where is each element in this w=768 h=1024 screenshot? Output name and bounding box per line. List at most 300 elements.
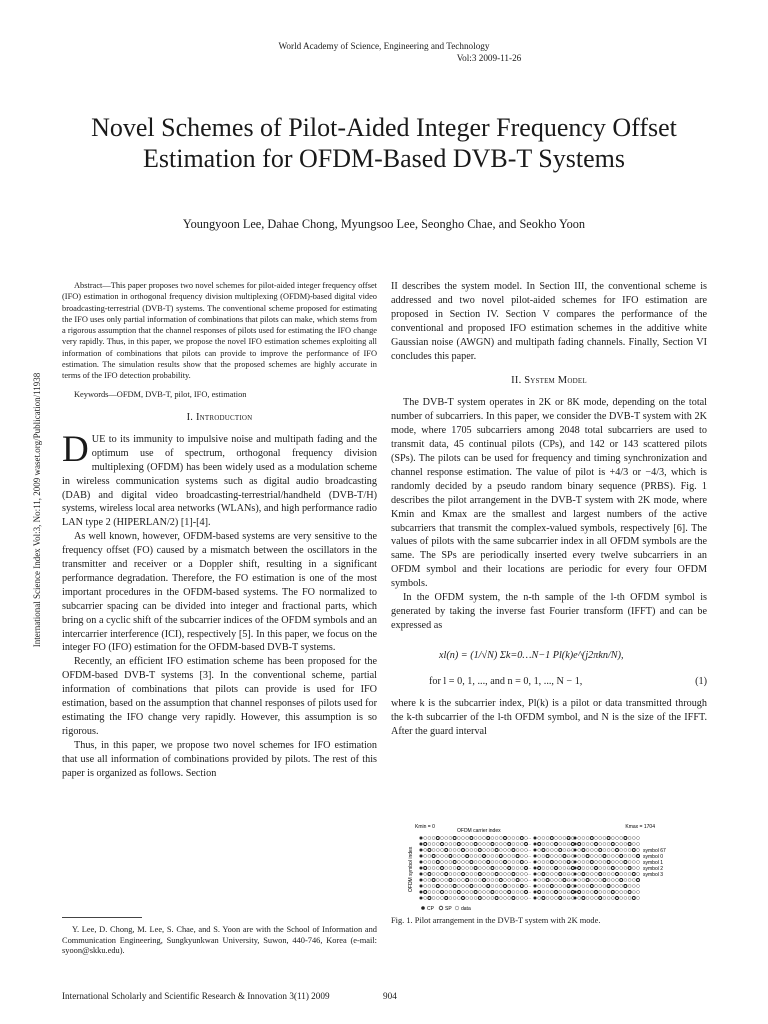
subcarrier-dot (495, 873, 498, 876)
subcarrier-dot (428, 873, 431, 876)
subcarrier-dot (445, 897, 448, 900)
subcarrier-dot (550, 861, 553, 864)
subcarrier-dot (449, 873, 452, 876)
ellipsis-marker: ··· (567, 883, 571, 889)
subcarrier-dot (595, 843, 598, 846)
ellipsis-marker: ··· (567, 853, 571, 859)
subcarrier-dot (632, 861, 635, 864)
subcarrier-dot (603, 861, 606, 864)
subcarrier-dot (483, 849, 486, 852)
subcarrier-dot (457, 861, 460, 864)
subcarrier-dot (499, 849, 502, 852)
subcarrier-dot (555, 837, 558, 840)
subcarrier-dot (420, 855, 423, 858)
subcarrier-dot (449, 897, 452, 900)
subcarrier-dot (508, 879, 511, 882)
subcarrier-dot (453, 897, 456, 900)
subcarrier-dot (432, 885, 435, 888)
subcarrier-dot (611, 885, 614, 888)
subcarrier-dot (432, 891, 435, 894)
subcarrier-dot (487, 885, 490, 888)
subcarrier-dot (441, 879, 444, 882)
subcarrier-dot (534, 897, 537, 900)
subcarrier-dot (453, 867, 456, 870)
subcarrier-dot (457, 891, 460, 894)
subcarrier-dot (563, 843, 566, 846)
subcarrier-dot (632, 855, 635, 858)
subcarrier-dot (445, 849, 448, 852)
subcarrier-dot (628, 867, 631, 870)
subcarrier-dot (453, 855, 456, 858)
subcarrier-dot (599, 855, 602, 858)
subcarrier-dot (441, 855, 444, 858)
left-column (62, 280, 377, 781)
subcarrier-dot (586, 867, 589, 870)
subcarrier-dot (504, 897, 507, 900)
right-column (391, 280, 707, 738)
subcarrier-dot (637, 879, 640, 882)
subcarrier-dot (546, 879, 549, 882)
subcarrier-dot (637, 843, 640, 846)
subcarrier-dot (546, 855, 549, 858)
ellipsis-marker: ··· (567, 835, 571, 841)
subcarrier-dot (512, 849, 515, 852)
subcarrier-dot (441, 843, 444, 846)
subcarrier-dot (487, 855, 490, 858)
subcarrier-dot (546, 873, 549, 876)
subcarrier-dot (542, 861, 545, 864)
subcarrier-dot (628, 885, 631, 888)
subcarrier-dot (483, 855, 486, 858)
subcarrier-dot (616, 897, 619, 900)
subcarrier-dot (637, 837, 640, 840)
subcarrier-dot (607, 885, 610, 888)
subcarrier-dot (462, 885, 465, 888)
subcarrier-dot (607, 855, 610, 858)
subcarrier-dot (582, 897, 585, 900)
subcarrier-dot (538, 873, 541, 876)
subcarrier-dot (520, 861, 523, 864)
subcarrier-dot (457, 837, 460, 840)
subcarrier-dot (462, 843, 465, 846)
subcarrier-dot (555, 879, 558, 882)
subcarrier-dot (520, 891, 523, 894)
section-heading-intro: I. Introduction (186, 411, 253, 423)
subcarrier-dot (534, 885, 537, 888)
subcarrier-dot (516, 885, 519, 888)
subcarrier-dot (457, 885, 460, 888)
subcarrier-dot (555, 873, 558, 876)
subcarrier-dot (491, 837, 494, 840)
subcarrier-dot (546, 849, 549, 852)
subcarrier-dot (457, 867, 460, 870)
subcarrier-dot (436, 843, 439, 846)
subcarrier-dot (559, 879, 562, 882)
subcarrier-dot (520, 837, 523, 840)
subcarrier-dot (499, 843, 502, 846)
subcarrier-dot (420, 891, 423, 894)
subcarrier-dot (512, 867, 515, 870)
ellipsis-marker: ··· (527, 871, 531, 877)
subcarrier-dot (487, 897, 490, 900)
subcarrier-dot (474, 891, 477, 894)
system-paragraph-2: In the OFDM system, the n-th sample of the l-th OFDM symbol is generated by taking the inverse fast Fourier transform (IFFT) and can be expressed as (391, 592, 707, 631)
subcarrier-dot (453, 849, 456, 852)
subcarrier-dot (504, 855, 507, 858)
intro-paragraph-2: As well known, however, OFDM-based systems are very sensitive to the frequency offset (FO) caused by a mismatch between the oscillators in the transmitter and receiver or a Doppler shift, resulting in a significant performance degradation. Therefore, the FO estimation is one of the most important procedures in the OFDM-based systems. The FO normalized to subcarrier spacing can be divided into integer and fractional parts, which bring on a cyclic shift of the subcarrier indices of the OFDM symbols and an intercarrier interference (ICI), respectively [5]. In this paper, we focus on the integer FO (IFO) estimation for the OFDM-based DVB-T systems. (62, 531, 377, 654)
pilot-arrangement-diagram (407, 820, 677, 912)
subcarrier-dot (508, 843, 511, 846)
subcarrier-dot (424, 843, 427, 846)
ellipsis-marker: ··· (527, 883, 531, 889)
subcarrier-dot (432, 855, 435, 858)
subcarrier-dot (599, 897, 602, 900)
subcarrier-dot (436, 867, 439, 870)
subcarrier-dot (466, 873, 469, 876)
subcarrier-dot (578, 879, 581, 882)
subcarrier-dot (478, 873, 481, 876)
subcarrier-dot (474, 849, 477, 852)
subcarrier-dot (453, 843, 456, 846)
subcarrier-dot (574, 891, 577, 894)
ellipsis-marker: ··· (527, 835, 531, 841)
subcarrier-dot (428, 897, 431, 900)
subcarrier-dot (603, 855, 606, 858)
subcarrier-dot (428, 867, 431, 870)
subcarrier-dot (637, 861, 640, 864)
subcarrier-dot (611, 861, 614, 864)
subcarrier-dot (542, 849, 545, 852)
subcarrier-dot (538, 837, 541, 840)
subcarrier-dot (520, 867, 523, 870)
subcarrier-dot (550, 879, 553, 882)
subcarrier-dot (590, 837, 593, 840)
subcarrier-dot (595, 897, 598, 900)
subcarrier-dot (436, 879, 439, 882)
subcarrier-dot (491, 891, 494, 894)
subcarrier-dot (436, 837, 439, 840)
subcarrier-dot (462, 879, 465, 882)
subcarrier-dot (478, 855, 481, 858)
subcarrier-dot (624, 849, 627, 852)
subcarrier-dot (512, 855, 515, 858)
subcarrier-dot (624, 843, 627, 846)
section-heading-system: II. System Model (511, 375, 587, 387)
subcarrier-dot (542, 891, 545, 894)
subcarrier-dot (563, 837, 566, 840)
subcarrier-dot (453, 879, 456, 882)
subcarrier-dot (499, 885, 502, 888)
subcarrier-dot (504, 879, 507, 882)
subcarrier-dot (512, 873, 515, 876)
subcarrier-dot (445, 843, 448, 846)
abstract: Abstract—This paper proposes two novel schemes for pilot-aided integer frequency offset (IFO) estimation in orthogonal frequency division multiplexing (OFDM)-based digital video broadcasting-terrestrial (DVB-T) systems. The conventional scheme proposed for estimating the IFO uses only partial information of combinations that pilots can make, which stems from a rigorous assumption that the channel responses of pilots used for estimating the IFO change very rapidly. Thus, in this paper, we propose the novel IFO estimation schemes exploiting all information of combinations that pilots can provide to improve the performance of IFO estimation. The simulation results show that the proposed schemes are highly accurate in terms of the IFO detection probability. (62, 281, 377, 381)
subcarrier-dot (466, 861, 469, 864)
subcarrier-dot (424, 849, 427, 852)
subcarrier-dot (607, 897, 610, 900)
subcarrier-dot (508, 849, 511, 852)
subcarrier-dot (607, 891, 610, 894)
subcarrier-grid (420, 836, 640, 901)
symbol-label-1: symbol 1 (643, 860, 664, 866)
subcarrier-dot (504, 843, 507, 846)
subcarrier-dot (546, 891, 549, 894)
subcarrier-dot (603, 873, 606, 876)
subcarrier-dot (563, 855, 566, 858)
subcarrier-dot (559, 885, 562, 888)
footnote-rule (62, 917, 142, 918)
subcarrier-dot (563, 873, 566, 876)
subcarrier-dot (478, 849, 481, 852)
subcarrier-dot (624, 837, 627, 840)
subcarrier-dot (474, 879, 477, 882)
legend-cp: CP (427, 906, 434, 912)
subcarrier-dot (611, 897, 614, 900)
subcarrier-dot (611, 867, 614, 870)
subcarrier-dot (550, 867, 553, 870)
drop-cap: D (62, 428, 89, 470)
subcarrier-dot (428, 861, 431, 864)
subcarrier-dot (462, 897, 465, 900)
subcarrier-dot (559, 873, 562, 876)
subcarrier-dot (466, 843, 469, 846)
subcarrier-dot (624, 873, 627, 876)
subcarrier-dot (445, 855, 448, 858)
subcarrier-dot (478, 885, 481, 888)
subcarrier-dot (491, 861, 494, 864)
legend-cp-marker (421, 906, 425, 910)
equation-condition: for l = 0, 1, ..., and n = 0, 1, ..., N − 1, (429, 675, 583, 687)
subcarrier-dot (462, 837, 465, 840)
subcarrier-dot (432, 843, 435, 846)
subcarrier-dot (441, 849, 444, 852)
subcarrier-dot (628, 843, 631, 846)
subcarrier-dot (508, 897, 511, 900)
subcarrier-dot (516, 849, 519, 852)
subcarrier-dot (632, 885, 635, 888)
subcarrier-dot (457, 855, 460, 858)
subcarrier-dot (516, 891, 519, 894)
subcarrier-dot (534, 873, 537, 876)
subcarrier-dot (420, 873, 423, 876)
subcarrier-dot (563, 879, 566, 882)
subcarrier-dot (586, 891, 589, 894)
subcarrier-dot (590, 897, 593, 900)
symbol-label-0: symbol 0 (643, 854, 664, 860)
subcarrier-dot (516, 879, 519, 882)
subcarrier-dot (420, 897, 423, 900)
subcarrier-dot (578, 891, 581, 894)
subcarrier-dot (483, 885, 486, 888)
subcarrier-dot (624, 861, 627, 864)
subcarrier-dot (574, 873, 577, 876)
subcarrier-dot (620, 879, 623, 882)
subcarrier-dot (616, 867, 619, 870)
subcarrier-dot (420, 861, 423, 864)
subcarrier-dot (428, 837, 431, 840)
subcarrier-dot (607, 873, 610, 876)
subcarrier-dot (487, 837, 490, 840)
side-index (30, 360, 44, 660)
subcarrier-dot (491, 867, 494, 870)
subcarrier-dot (555, 897, 558, 900)
subcarrier-dot (595, 861, 598, 864)
subcarrier-dot (483, 891, 486, 894)
subcarrier-dot (508, 885, 511, 888)
subcarrier-dot (555, 885, 558, 888)
subcarrier-dot (620, 849, 623, 852)
subcarrier-dot (449, 837, 452, 840)
subcarrier-dot (603, 879, 606, 882)
subcarrier-dot (637, 849, 640, 852)
subcarrier-dot (504, 873, 507, 876)
subcarrier-dot (520, 855, 523, 858)
subcarrier-dot (578, 861, 581, 864)
subcarrier-dot (620, 843, 623, 846)
subcarrier-dot (595, 867, 598, 870)
subcarrier-dot (495, 849, 498, 852)
subcarrier-dot (616, 885, 619, 888)
subcarrier-dot (466, 849, 469, 852)
subcarrier-dot (516, 837, 519, 840)
subcarrier-dot (504, 885, 507, 888)
subcarrier-dot (491, 897, 494, 900)
subcarrier-dot (563, 849, 566, 852)
subcarrier-dot (428, 879, 431, 882)
subcarrier-dot (578, 897, 581, 900)
subcarrier-dot (445, 837, 448, 840)
subcarrier-dot (538, 855, 541, 858)
subcarrier-dot (620, 861, 623, 864)
subcarrier-dot (586, 861, 589, 864)
subcarrier-dot (424, 867, 427, 870)
subcarrier-dot (445, 885, 448, 888)
subcarrier-dot (441, 885, 444, 888)
subcarrier-dot (582, 891, 585, 894)
subcarrier-dot (512, 897, 515, 900)
subcarrier-dot (445, 873, 448, 876)
ellipsis-marker: ··· (527, 889, 531, 895)
subcarrier-dot (555, 867, 558, 870)
subcarrier-dot (628, 855, 631, 858)
subcarrier-dot (616, 843, 619, 846)
subcarrier-dot (462, 849, 465, 852)
subcarrier-dot (632, 837, 635, 840)
intro-paragraph-4: Thus, in this paper, we propose two novel schemes for IFO estimation that use all information of combinations provided by pilots. The rest of this paper is organized as follows. Section (62, 739, 377, 779)
intro-paragraph-1 (62, 428, 377, 530)
subcarrier-dot (607, 861, 610, 864)
subcarrier-dot (512, 879, 515, 882)
subcarrier-dot (574, 855, 577, 858)
subcarrier-dot (474, 843, 477, 846)
subcarrier-dot (516, 897, 519, 900)
subcarrier-dot (441, 837, 444, 840)
subcarrier-dot (538, 879, 541, 882)
subcarrier-dot (590, 849, 593, 852)
subcarrier-dot (550, 855, 553, 858)
subcarrier-dot (424, 837, 427, 840)
subcarrier-dot (499, 891, 502, 894)
subcarrier-dot (508, 855, 511, 858)
subcarrier-dot (508, 837, 511, 840)
subcarrier-dot (512, 885, 515, 888)
subcarrier-dot (478, 897, 481, 900)
subcarrier-dot (546, 843, 549, 846)
subcarrier-dot (574, 879, 577, 882)
subcarrier-dot (590, 885, 593, 888)
subcarrier-dot (470, 849, 473, 852)
subcarrier-dot (563, 885, 566, 888)
subcarrier-dot (595, 849, 598, 852)
subcarrier-dot (449, 855, 452, 858)
subcarrier-dot (478, 861, 481, 864)
outline-paragraph: II describes the system model. In Section III, the conventional scheme is addressed and two novel pilot-aided schemes for IFO estimation are proposed in Section IV. Section V compares the performance of the conventional and proposed IFO estimation schemes in the additive white Gaussian noise (AWGN) and multipath fading channels. Finally, Section VI concludes this paper. (391, 281, 707, 362)
subcarrier-dot (603, 867, 606, 870)
subcarrier-dot (520, 885, 523, 888)
subcarrier-dot (637, 867, 640, 870)
subcarrier-dot (428, 849, 431, 852)
subcarrier-dot (624, 897, 627, 900)
side-index-text: International Science Index Vol:3, No:11, 2009 waset.org/Publication/11938 (32, 372, 42, 648)
subcarrier-dot (499, 837, 502, 840)
subcarrier-dot (462, 867, 465, 870)
subcarrier-dot (599, 891, 602, 894)
subcarrier-dot (508, 867, 511, 870)
system-paragraph-1: The DVB-T system operates in 2K or 8K mode, depending on the total number of subcarriers. In this paper, we consider the DVB-T system with 2K mode, where 1705 subcarriers among 2048 total subcarriers are used to transmit data, 45 continual pilots (CPs), and 142 or 143 scattered pilots (SPs). The pilots can be used for frequency and timing synchronization and channel response estimation. The value of pilot is +4/3 or −4/3, which is randomly decided by a pseudo random binary sequence (PRBS). Fig. 1 describes the pilot arrangement in the DVB-T system with 2K mode, where Kmin and Kmax are the smallest and largest numbers of the active subcarriers that transmit the complex-valued symbols, respectively [6]. The values of pilots with the same subcarrier index in all OFDM symbols are the same. The SPs are periodically inserted every twelve subcarriers in an OFDM symbol and their locations are periodic for every four OFDM symbols. (391, 397, 707, 590)
subcarrier-dot (542, 867, 545, 870)
subcarrier-dot (603, 837, 606, 840)
subcarrier-dot (538, 885, 541, 888)
subcarrier-dot (603, 891, 606, 894)
subcarrier-dot (624, 885, 627, 888)
subcarrier-dot (499, 861, 502, 864)
subcarrier-dot (432, 861, 435, 864)
subcarrier-dot (624, 891, 627, 894)
subcarrier-dot (637, 873, 640, 876)
subcarrier-dot (611, 879, 614, 882)
subcarrier-dot (632, 897, 635, 900)
subcarrier-dot (542, 879, 545, 882)
subcarrier-dot (534, 855, 537, 858)
subcarrier-dot (590, 861, 593, 864)
subcarrier-dot (563, 891, 566, 894)
subcarrier-dot (534, 837, 537, 840)
subcarrier-dot (424, 873, 427, 876)
subcarrier-dot (470, 885, 473, 888)
subcarrier-dot (574, 849, 577, 852)
subcarrier-dot (611, 837, 614, 840)
subcarrier-dot (474, 867, 477, 870)
subcarrier-dot (432, 867, 435, 870)
subcarrier-dot (563, 867, 566, 870)
subcarrier-dot (603, 843, 606, 846)
subcarrier-dot (628, 837, 631, 840)
kmin-label: Kmin = 0 (415, 824, 435, 830)
subcarrier-dot (586, 879, 589, 882)
volume-date: Vol:3 2009-11-26 (456, 53, 522, 63)
subcarrier-dot (624, 855, 627, 858)
subcarrier-dot (424, 879, 427, 882)
subcarrier-dot (586, 849, 589, 852)
subcarrier-dot (555, 843, 558, 846)
subcarrier-dot (595, 879, 598, 882)
subcarrier-dot (449, 867, 452, 870)
subcarrier-dot (436, 861, 439, 864)
legend-data-marker (455, 906, 459, 910)
subcarrier-dot (487, 867, 490, 870)
subcarrier-dot (620, 855, 623, 858)
subcarrier-dot (487, 873, 490, 876)
